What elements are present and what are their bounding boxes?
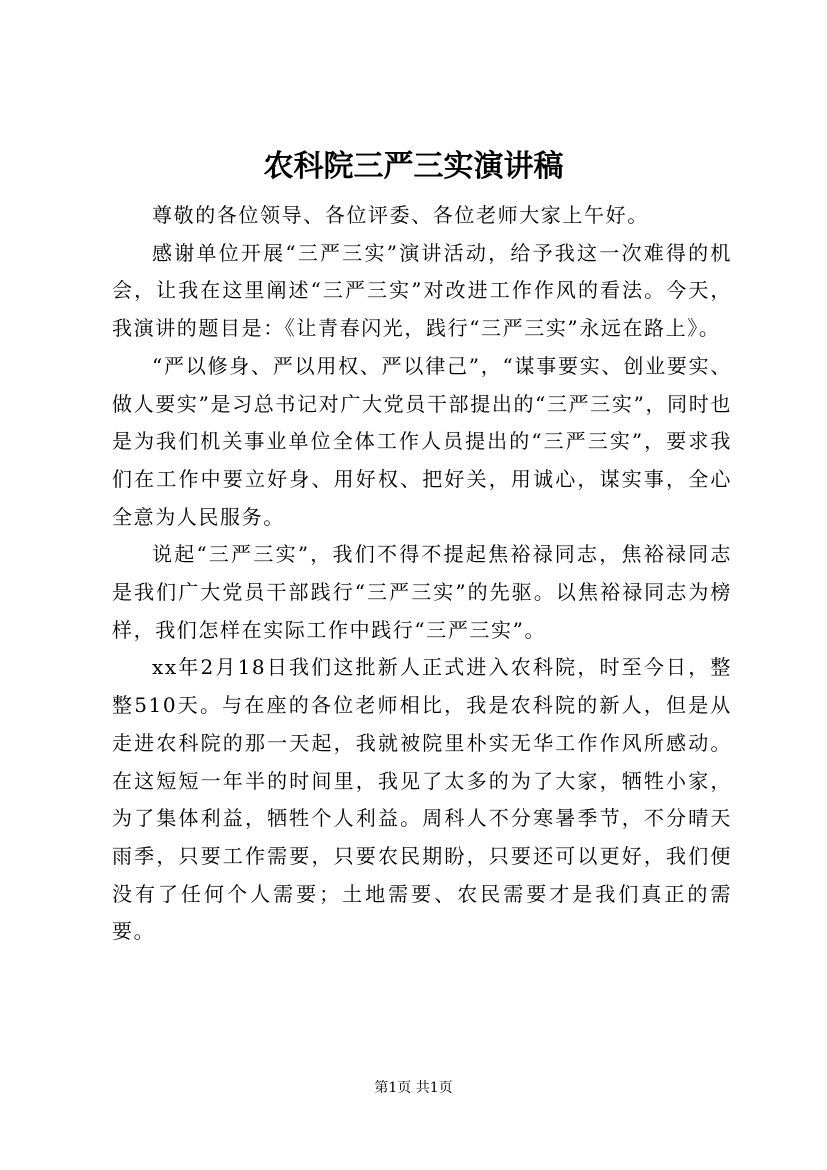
document-body — [112, 197, 732, 951]
paragraph-jiao-yulu: 说起“三严三实”，我们不得不提起焦裕禄同志，焦裕禄同志是我们广大党员干部践行“三严三实”的先驱。以焦裕禄同志为榜样，我们怎样在实际工作中践行“三严三实”。 — [112, 542, 732, 642]
paragraph-experience: xx年2月18日我们这批新人正式进入农科院，时至今日，整整510天。与在座的各位老师相比，我是农科院的新人，但是从走进农科院的那一天起，我就被院里朴实无华工作作风所感动。在这短短一年半的时间里，我见了太多的为了大家，牺牲小家，为了集体利益，牺牲个人利益。周科人不分寒暑季节，不分晴天雨季，只要工作需要，只要农民期盼，只要还可以更好，我们便没有了任何个人需要；土地需要、农民需要才是我们真正的需要。 — [112, 655, 732, 944]
paragraph-definition: “严以修身、严以用权、严以律己”，“谋事要实、创业要实、做人要实”是习总书记对广大党员干部提出的“三严三实”，同时也是为我们机关事业单位全体工作人员提出的“三严三实”，要求我们在工作中要立好身、用好权、把好关，用诚心，谋实事，全心全意为人民服务。 — [112, 353, 732, 529]
paragraph-greeting: 尊敬的各位领导、各位评委、各位老师大家上午好。 — [152, 203, 649, 227]
page-footer: 第1页 共1页 — [374, 1080, 453, 1096]
document-title: 农科院三严三实演讲稿 — [263, 149, 564, 184]
paragraph-intro: 感谢单位开展“三严三实”演讲活动，给予我这一次难得的机会，让我在这里阐述“三严三实”对改进工作作风的看法。今天，我演讲的题目是：《让青春闪光，践行“三严三实”永远在路上》。 — [112, 240, 732, 341]
